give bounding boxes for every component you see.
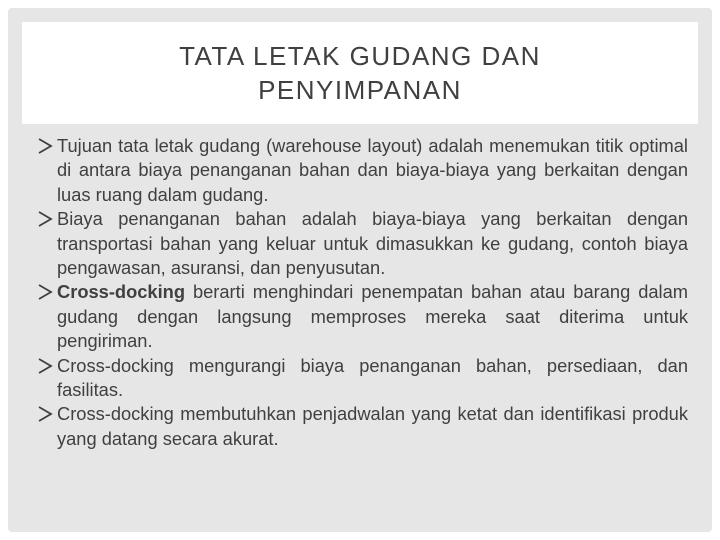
slide-title-line-1: TATA LETAK GUDANG DAN (179, 41, 541, 71)
arrow-bullet-icon (37, 284, 53, 300)
slide-title-line-2: PENYIMPANAN (258, 75, 462, 105)
title-box (22, 22, 698, 124)
bullet-text: Tujuan tata letak gudang (warehouse layout) adalah menemukan titik optimal di antara biaya penanganan bahan dan biaya-biaya yang berkaitan dengan luas ruang dalam gudang. (57, 135, 688, 205)
bullet-item (40, 207, 688, 280)
bullet-text: Cross-docking mengurangi biaya penanganan bahan, persediaan, dan fasilitas. (57, 354, 688, 401)
arrow-bullet-icon (37, 138, 53, 154)
bullet-bold-term: Cross-docking (57, 281, 185, 303)
arrow-bullet-icon (37, 211, 53, 227)
bullet-item (40, 354, 688, 403)
bullet-text: berarti menghindari penempatan bahan atau barang dalam gudang dengan langsung memproses mereka saat diterima untuk pengiriman. (57, 281, 688, 352)
bullet-item (40, 134, 688, 207)
arrow-bullet-icon (37, 358, 53, 374)
arrow-bullet-icon (37, 406, 53, 422)
bullet-item (40, 280, 688, 353)
bullet-list (40, 134, 688, 451)
bullet-text: Biaya penanganan bahan adalah biaya-biaya yang berkaitan dengan transportasi bahan yang keluar untuk dimasukkan ke gudang, contoh biaya pengawasan, asuransi, dan penyusutan. (57, 208, 688, 279)
slide (8, 8, 712, 532)
bullet-item (40, 402, 688, 451)
bullet-text: Cross-docking membutuhkan penjadwalan yang ketat dan identifikasi produk yang datang secara akurat. (57, 403, 688, 449)
